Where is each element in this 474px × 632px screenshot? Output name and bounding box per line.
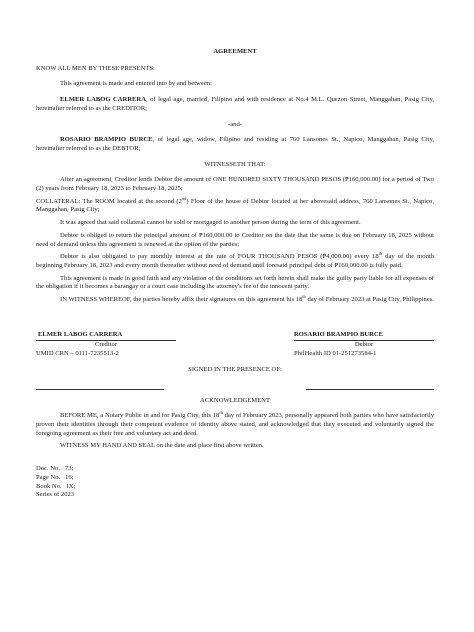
page-number: Page No. 16;	[36, 473, 74, 481]
witness-lines	[36, 381, 434, 390]
good-faith-paragraph: This agreement is made in good faith and any violation of the conditions set forth herein shall make the guilty party liable for all expenses of the obligation if it becomes a barangay or a court case including the attorney's fee of the innocent party.	[36, 274, 434, 291]
collateral-paragraph: COLLATERAL: The ROOM located at the second (2nd) Floor of the house of Debtor located at her abovesaid address, 760 Lansones St., Napico, Manggahan, Pasig City;	[36, 195, 435, 214]
doc-number: Doc. No. 73;	[36, 465, 74, 473]
debtor-id: PhilHealth ID 01-251273584-1	[294, 350, 377, 358]
opening-line: KNOW ALL MEN BY THESE PRESENTS:	[36, 64, 155, 72]
repayment-paragraph: Debtor is obliged to return the principal amount of ₱160,000.00 to Creditor on the date that the same is due on February 18, 2025 without need of demand unless this agreement is renewed at the option of the parties;	[36, 231, 434, 248]
collateral-restriction-paragraph: It was agreed that said collateral cannot be sold or mortgaged to another person during the term of this agreement.	[60, 219, 361, 227]
notarial-register	[36, 465, 434, 500]
debtor-signature-block	[294, 331, 434, 359]
debtor-role: Debtor	[354, 341, 374, 349]
creditor-name: ELMER LABOG CARRERA	[36, 331, 176, 342]
party1-paragraph	[36, 96, 434, 113]
debtor-name: ROSARIO BRAMPIO BURCE	[294, 331, 434, 342]
party1-name: ELMER LABOG CARRERA	[60, 96, 146, 104]
witnesseth-heading: WITNESSETH THAT:	[204, 160, 266, 168]
creditor-role: Creditor	[95, 341, 117, 349]
witness-line-left	[36, 381, 164, 390]
acknowledgement-paragraph: BEFORE ME, a Notary Public in and for Pasig City, this 18th day of February 2023, personally appeared both parties who have satisfactorily proven their identities through their competent evidence of identity above stated, and acknowledged that they executed and voluntarily signed the foregoing agreement as their free and voluntary act and deed.	[36, 410, 434, 437]
party2-name: ROSARIO BRAMPIO BURCE	[60, 136, 153, 144]
interest-paragraph: Debtor is also obligated to pay monthly interest at the rate of FOUR THOUSAND PESOS (₱4,000.00) every 18th day of the month beginning February 18, 2023 and every month thereafter without need of demand until foresaid principal debt of ₱160,000.00 is fully paid.	[36, 251, 435, 269]
document-title: AGREEMENT	[213, 48, 257, 55]
creditor-id: UMID CRN – 0111-7235513-2	[36, 350, 119, 358]
witness-hand-seal-line: WITNESS MY HAND AND SEAL on the date and place first above written.	[60, 442, 264, 450]
and-line: -and-	[228, 120, 242, 128]
party2-paragraph	[36, 136, 434, 153]
loan-paragraph: After an agreement, Creditor lends Debtor the amount of ONE HUNDRED SIXTY THOUSAND PESOS (₱160,000.00) for a period of Two (2) years from February 18, 2023 to February 18, 2025;	[36, 176, 434, 193]
party2-description: , of legal age, widow, Filipino and residing at 760 Lansones St., Napico, Manggahan, Pasig City, hereinafter referred to as the DEBTOR;	[36, 136, 434, 152]
signature-row	[36, 331, 434, 359]
book-number: Book No. IX;	[36, 482, 76, 490]
acknowledgement-heading: ACKNOWLEDGEMENT	[200, 396, 270, 404]
witness-line-right	[306, 381, 434, 390]
signed-in-presence-heading: SIGNED IN THE PRESENCE OF:	[188, 365, 282, 373]
creditor-signature-block	[36, 331, 176, 359]
in-witness-paragraph: IN WITNESS WHEREOF, the parties hereby affix their signatures on this agreement his 18th day of February 2023 at Pasig City, Philippines.	[60, 293, 434, 304]
intro-line: This agreement is made and entered into by and between:	[60, 80, 212, 88]
series-year: Series of 2023	[36, 491, 75, 499]
party1-description: , of legal age, married, Filipino and with residence at No.4 M.L. Quezon Street, Manggahan, Pasig City, hereinafter referred to as the CREDITOR;	[36, 96, 434, 112]
